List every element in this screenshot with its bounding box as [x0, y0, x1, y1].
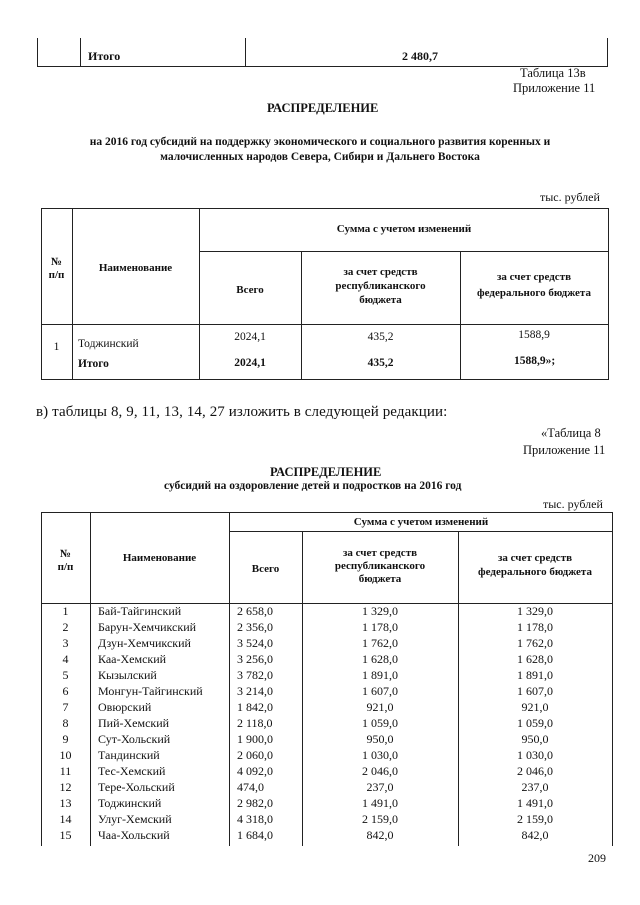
row-federal: 1 891,0	[517, 668, 553, 682]
page-number: 209	[588, 851, 606, 865]
row-republican: 1 030,0	[362, 748, 398, 762]
row-federal: 921,0	[521, 700, 549, 714]
table13v-subheading-1: на 2016 год субсидий на поддержку экономического и социального развития коренных и	[89, 136, 551, 148]
table13v-row-fed: 1588,9	[518, 329, 550, 341]
table13v-row-num: 1	[53, 341, 60, 353]
table8-units: тыс. рублей	[543, 497, 603, 511]
row-name: Овюрский	[98, 700, 152, 714]
row-republican: 1 628,0	[362, 652, 398, 666]
table13v-row-total: 2024,1	[234, 331, 266, 343]
table13v-total-rep: 435,2	[367, 357, 394, 369]
table8-header-rep1: за счет средств	[342, 547, 418, 559]
table13v-total-fed: 1588,9»;	[514, 355, 556, 367]
row-federal: 1 329,0	[517, 604, 553, 618]
table13v-appendix: Приложение 11	[513, 81, 596, 95]
table8-header-fed1: за счет средств	[497, 552, 573, 564]
table13v-header-fed1: за счет средств	[496, 271, 572, 283]
row-republican: 921,0	[366, 700, 394, 714]
row-federal: 2 159,0	[517, 812, 553, 826]
table8-heading: РАСПРЕДЕЛЕНИЕ	[270, 465, 382, 479]
row-republican: 842,0	[366, 828, 394, 842]
row-total: 4 092,0	[237, 764, 273, 778]
row-total: 3 782,0	[237, 668, 273, 682]
table8-header-num2: п/п	[57, 561, 74, 573]
row-name: Чаа-Хольский	[98, 828, 170, 842]
table8-header-total: Всего	[251, 563, 280, 575]
row-republican: 1 762,0	[362, 636, 398, 650]
row-federal: 2 046,0	[517, 764, 553, 778]
table13v-total-label: Итого	[78, 358, 109, 370]
table13v-heading: РАСПРЕДЕЛЕНИЕ	[267, 101, 379, 115]
table13v-header-rep1: за счет средств	[343, 266, 418, 278]
table13v-row-rep: 435,2	[367, 331, 394, 343]
row-federal: 1 491,0	[517, 796, 553, 810]
row-federal: 1 628,0	[517, 652, 553, 666]
table8-header-rep3: бюджета	[358, 573, 402, 585]
row-federal: 1 178,0	[517, 620, 553, 634]
row-total: 2 658,0	[237, 604, 273, 618]
table13v-caption: Таблица 13в	[520, 66, 586, 80]
row-total: 474,0	[237, 780, 264, 794]
row-republican: 1 607,0	[362, 684, 398, 698]
row-number: 8	[62, 716, 69, 730]
table8-header-rep2: республиканского	[334, 560, 426, 572]
table13v-header-num2: п/п	[48, 269, 65, 281]
row-total: 2 982,0	[237, 796, 273, 810]
row-total: 1 842,0	[237, 700, 273, 714]
row-total: 2 060,0	[237, 748, 273, 762]
row-name: Тоджинский	[98, 796, 162, 810]
row-total: 1 900,0	[237, 732, 273, 746]
row-total: 4 318,0	[237, 812, 273, 826]
row-number: 12	[59, 780, 72, 794]
row-name: Тере-Хольский	[98, 780, 175, 794]
row-total: 3 256,0	[237, 652, 273, 666]
top-table-border-3	[245, 38, 246, 66]
row-number: 14	[59, 812, 72, 826]
row-name: Барун-Хемчикский	[98, 620, 197, 634]
row-republican: 2 159,0	[362, 812, 398, 826]
row-name: Монгун-Тайгинский	[98, 684, 203, 698]
row-total: 2 356,0	[237, 620, 273, 634]
row-name: Кызылский	[98, 668, 157, 682]
row-total: 2 118,0	[237, 716, 273, 730]
table13v-total-total: 2024,1	[234, 357, 266, 369]
row-number: 13	[59, 796, 72, 810]
row-total: 3 214,0	[237, 684, 273, 698]
row-name: Тес-Хемский	[98, 764, 166, 778]
row-republican: 237,0	[366, 780, 394, 794]
row-number: 6	[62, 684, 69, 698]
row-number: 11	[59, 764, 72, 778]
amendment-paragraph: в) таблицы 8, 9, 11, 13, 14, 27 изложить в следующей редакции:	[36, 404, 448, 420]
top-table-border-right	[607, 38, 608, 66]
row-federal: 1 030,0	[517, 748, 553, 762]
table13v-units: тыс. рублей	[540, 190, 600, 204]
row-number: 10	[59, 748, 72, 762]
row-number: 15	[59, 828, 72, 842]
row-name: Бай-Тайгинский	[98, 604, 182, 618]
table8-subheading: субсидий на оздоровление детей и подростков на 2016 год	[164, 480, 462, 492]
table8-header-fed2: федерального бюджета	[478, 566, 592, 578]
row-number: 4	[62, 652, 69, 666]
table13v-subheading-2: малочисленных народов Севера, Сибири и Дальнего Востока	[160, 151, 480, 163]
row-republican: 1 329,0	[362, 604, 398, 618]
table13v-header-rep2: республиканского	[335, 280, 426, 292]
row-total: 3 524,0	[237, 636, 273, 650]
row-federal: 842,0	[521, 828, 549, 842]
row-name: Каа-Хемский	[98, 652, 167, 666]
row-name: Тандинский	[98, 748, 160, 762]
top-total-value: 2 480,7	[402, 49, 438, 63]
table13v-header-rep3: бюджета	[359, 294, 402, 306]
table13v-row-name: Тоджинский	[78, 338, 139, 350]
row-name: Дзун-Хемчикский	[98, 636, 191, 650]
row-number: 3	[62, 636, 69, 650]
table13v-header-fed2: федерального бюджета	[477, 287, 591, 299]
table8-header-sum: Сумма с учетом изменений	[353, 516, 489, 528]
table13v-header-num: №	[50, 256, 63, 268]
row-republican: 950,0	[366, 732, 394, 746]
row-number: 9	[62, 732, 69, 746]
row-total: 1 684,0	[237, 828, 273, 842]
row-number: 2	[62, 620, 69, 634]
row-republican: 1 059,0	[362, 716, 398, 730]
top-total-label: Итого	[88, 49, 121, 63]
top-table-border-left	[37, 38, 38, 66]
row-republican: 2 046,0	[362, 764, 398, 778]
row-federal: 1 059,0	[517, 716, 553, 730]
row-number: 1	[62, 604, 69, 618]
table8-caption: «Таблица 8	[541, 426, 601, 440]
row-republican: 1 178,0	[362, 620, 398, 634]
row-number: 7	[62, 700, 69, 714]
row-federal: 950,0	[521, 732, 549, 746]
table8-appendix: Приложение 11	[523, 443, 606, 457]
row-federal: 237,0	[521, 780, 549, 794]
table13v-header-total: Всего	[236, 284, 264, 296]
table8-header-num: №	[59, 548, 72, 560]
table13v-header-name: Наименование	[98, 262, 173, 274]
top-table-border-2	[80, 38, 81, 66]
row-name: Сут-Хольский	[98, 732, 171, 746]
table13v-header-sum: Сумма с учетом изменений	[336, 223, 472, 235]
row-name: Пий-Хемский	[98, 716, 170, 730]
row-republican: 1 891,0	[362, 668, 398, 682]
row-name: Улуг-Хемский	[98, 812, 172, 826]
row-republican: 1 491,0	[362, 796, 398, 810]
row-federal: 1 762,0	[517, 636, 553, 650]
table8-header-name: Наименование	[122, 552, 197, 564]
row-federal: 1 607,0	[517, 684, 553, 698]
row-number: 5	[62, 668, 69, 682]
